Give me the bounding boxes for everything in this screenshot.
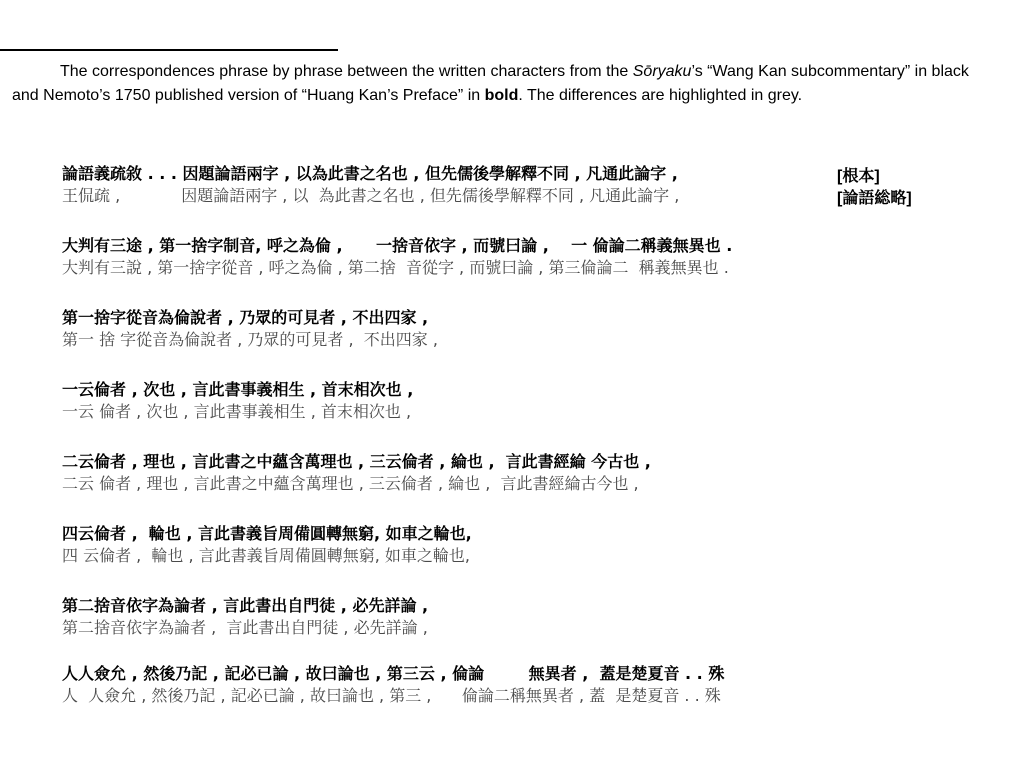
passage-grey-line: 王侃疏 , 因題論語兩字 , 以 為此書之名也 , 但先儒後學解釋不同 , 凡通此論字 , — [62, 186, 680, 205]
footnote-bold: bold — [484, 87, 519, 104]
passage-grey-line: 四 云倫者 , 輪也 , 言此書義旨周備圓轉無窮, 如車之輪也, — [62, 546, 470, 565]
footnote-part2: ’s “Wang Kan subcommentary” in black and Nemoto’s 1750 published version of “Huang Kan’s Preface” in — [12, 63, 969, 104]
passage-2 — [62, 235, 1012, 279]
passage-grey-line: 一云 倫者 , 次也 , 言此書事義相生 , 首末相次也 , — [62, 402, 412, 421]
footnote-italic: Sōryaku — [632, 63, 692, 80]
passage-bold-line: 一云倫者 , 次也 , 言此書事義相生 , 首末相次也 , — [62, 380, 414, 399]
footnote-part1: The correspondences phrase by phrase between the written characters from the — [60, 63, 633, 80]
passage-3 — [62, 307, 1012, 351]
passage-bold-line: 人人僉允 , 然後乃記 , 記必已論 , 故曰論也 , 第三云 , 倫論 無異者 , 蓋是楚夏音 . . 殊 — [62, 664, 725, 683]
passage-1 — [62, 163, 1012, 207]
passage-5 — [62, 451, 1012, 495]
passage-bold-line: 二云倫者 , 理也 , 言此書之中蘊含萬理也 , 三云倫者 , 綸也 , 言此書經綸 今古也 , — [62, 452, 651, 471]
passage-bold-line: 第二捨音依字為論者 , 言此書出自門徒 , 必先詳論 , — [62, 596, 429, 615]
passage-bold-line: 大判有三途 , 第一捨字制音, 呼之為倫 , 一捨音依字 , 而號曰論 , 一 倫論二稱義無異也 . — [62, 236, 733, 255]
passage-grey-line: 人 人僉允 , 然後乃記 , 記必已論 , 故曰論也 , 第三 , 倫論二稱無異者 , 蓋 是楚夏音 . . 殊 — [62, 686, 721, 705]
passage-bold-line: 論語義疏敘 . . . 因題論語兩字 , 以為此書之名也 , 但先儒後學解釋不同 , 凡通此論字 , — [62, 164, 678, 183]
passage-grey-line: 第二捨音依字為論者 , 言此書出自門徒 , 必先詳論 , — [62, 618, 428, 637]
passage-bold-line: 四云倫者 , 輪也 , 言此書義旨周備圓轉無窮, 如車之輪也, — [62, 524, 472, 543]
passage-bold-line: 第一捨字從音為倫說者 , 乃眾的可見者 , 不出四家 , — [62, 308, 429, 327]
passage-grey-line: 大判有三說 , 第一捨字從音 , 呼之為倫 , 第二捨 音從字 , 而號曰論 , 第三倫論二 稱義無異也 . — [62, 258, 729, 277]
passage-7 — [62, 595, 1012, 639]
passage-4 — [62, 379, 1012, 423]
passage-6 — [62, 523, 1012, 567]
footnote-text — [12, 60, 972, 108]
source-tag-bold: [根本] — [837, 168, 880, 185]
footnote-separator-rule — [0, 49, 338, 51]
source-tag-grey: [論語総略] — [837, 190, 912, 207]
passage-grey-line: 二云 倫者 , 理也 , 言此書之中蘊含萬理也 , 三云倫者 , 綸也 , 言此書經綸古今也 , — [62, 474, 639, 493]
footnote-part3: . The differences are highlighted in grey. — [518, 87, 803, 104]
passage-grey-line: 第一 捨 字從音為倫說者 , 乃眾的可見者 , 不出四家 , — [62, 330, 438, 349]
passage-8 — [62, 663, 1012, 707]
